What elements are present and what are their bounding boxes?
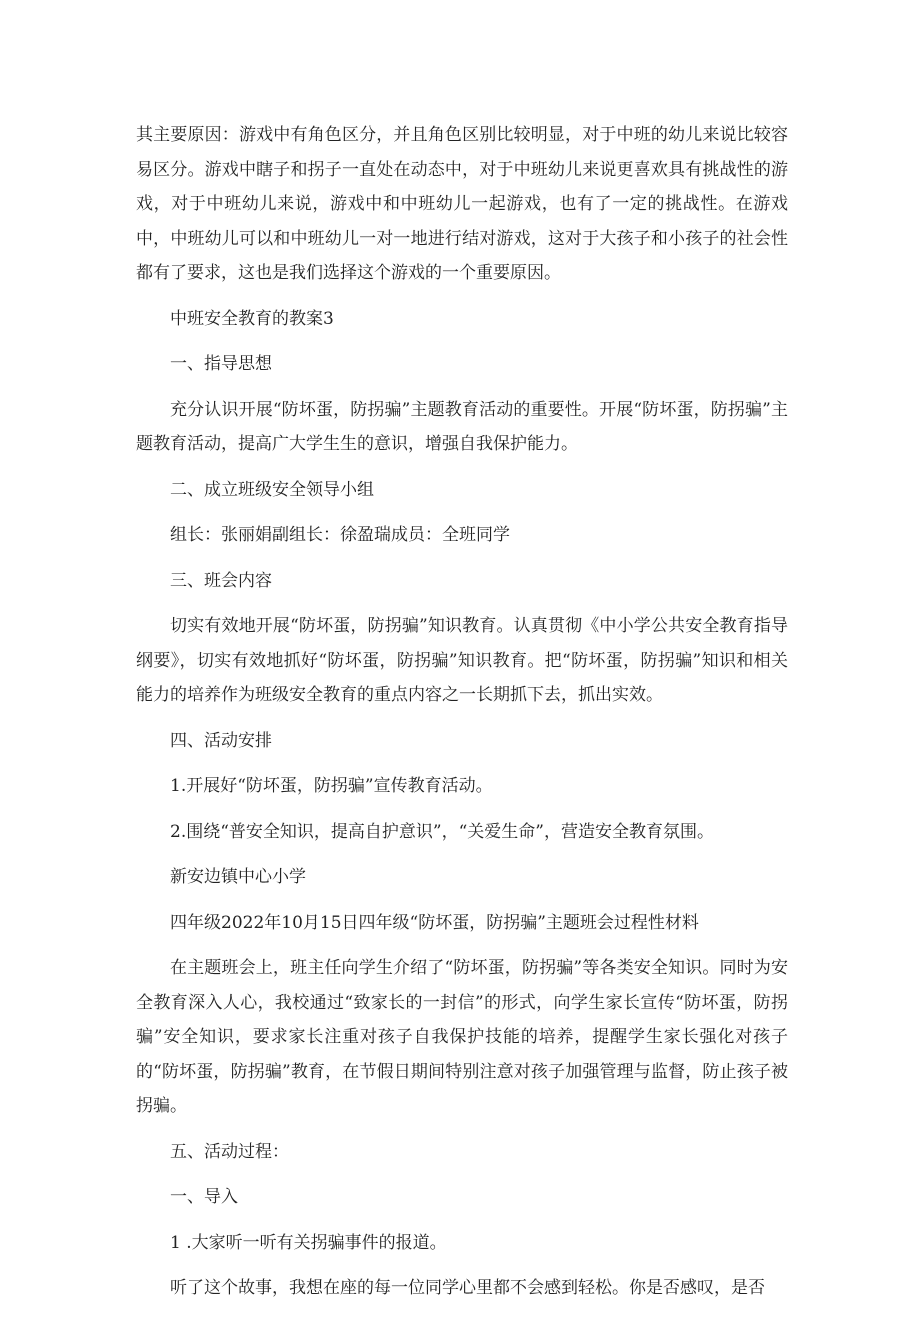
heading-class-content: 三、班会内容 [170,570,272,591]
paragraph-reason: 其主要原因：游戏中有角色区分，并且角色区别比较明显，对于中班的幼儿来说比较容易区分。游戏中瞎子和拐子一直处在动态中，对于中班幼儿来说更喜欢具有挑战性的游戏，对于中班幼儿来说，游戏中和中班幼儿一起游戏，也有了一定的挑战性。在游戏中，中班幼儿可以和中班幼儿一对一地进行结对游戏，这对于大孩子和小孩子的社会性都有了要求，这也是我们选择这个游戏的一个重要原因。 [136,125,788,283]
school-name: 新安边镇中心小学 [170,867,306,887]
paragraph-safety-group: 组长：张丽娟副组长：徐盈瑞成员：全班同学 [170,525,510,545]
heading-activity-arrangement: 四、活动安排 [170,730,272,751]
material-title: 四年级2022年10月15日四年级“防坏蛋，防拐骗”主题班会过程性材料 [170,912,699,933]
heading-guiding-ideology: 一、指导思想 [170,354,272,374]
list-item-introduction-1: 1 .大家听一听有关拐骗事件的报道。 [170,1232,447,1253]
heading-activity-process: 五、活动过程： [170,1141,289,1162]
heading-introduction: 一、导入 [170,1187,238,1207]
document-page [136,118,788,1317]
paragraph-story-reflection: 听了这个故事，我想在座的每一位同学心里都不会感到轻松。你是否感叹，是否 [170,1278,765,1298]
list-item-arrangement-2: 2.围绕“普安全知识，提高自护意识”，“关爱生命”，营造安全教育氛围。 [170,821,714,842]
list-item-arrangement-1: 1.开展好“防坏蛋，防拐骗”宣传教育活动。 [170,776,493,796]
paragraph-guiding-ideology: 充分认识开展“防坏蛋，防拐骗”主题教育活动的重要性。开展“防坏蛋，防拐骗”主题教育活动，提高广大学生生的意识，增强自我保护能力。 [136,399,788,454]
section-title-lesson-plan-3: 中班安全教育的教案3 [170,308,334,329]
paragraph-class-content: 切实有效地开展“防坏蛋，防拐骗”知识教育。认真贯彻《中小学公共安全教育指导纲要》，切实有效地抓好“防坏蛋，防拐骗”知识教育。把“防坏蛋，防拐骗”知识和相关能力的培养作为班级安全教育的重点内容之一长期抓下去，抓出实效。 [136,616,788,705]
paragraph-class-meeting: 在主题班会上，班主任向学生介绍了“防坏蛋，防拐骗”等各类安全知识。同时为安全教育深入人心，我校通过“致家长的一封信”的形式，向学生家长宣传“防坏蛋，防拐骗”安全知识，要求家长注重对孩子自我保护技能的培养，提醒学生家长强化对孩子的“防坏蛋，防拐骗”教育，在节假日期间特别注意对孩子加强管理与监督，防止孩子被拐骗。 [136,958,788,1116]
heading-safety-group: 二、成立班级安全领导小组 [170,479,374,500]
